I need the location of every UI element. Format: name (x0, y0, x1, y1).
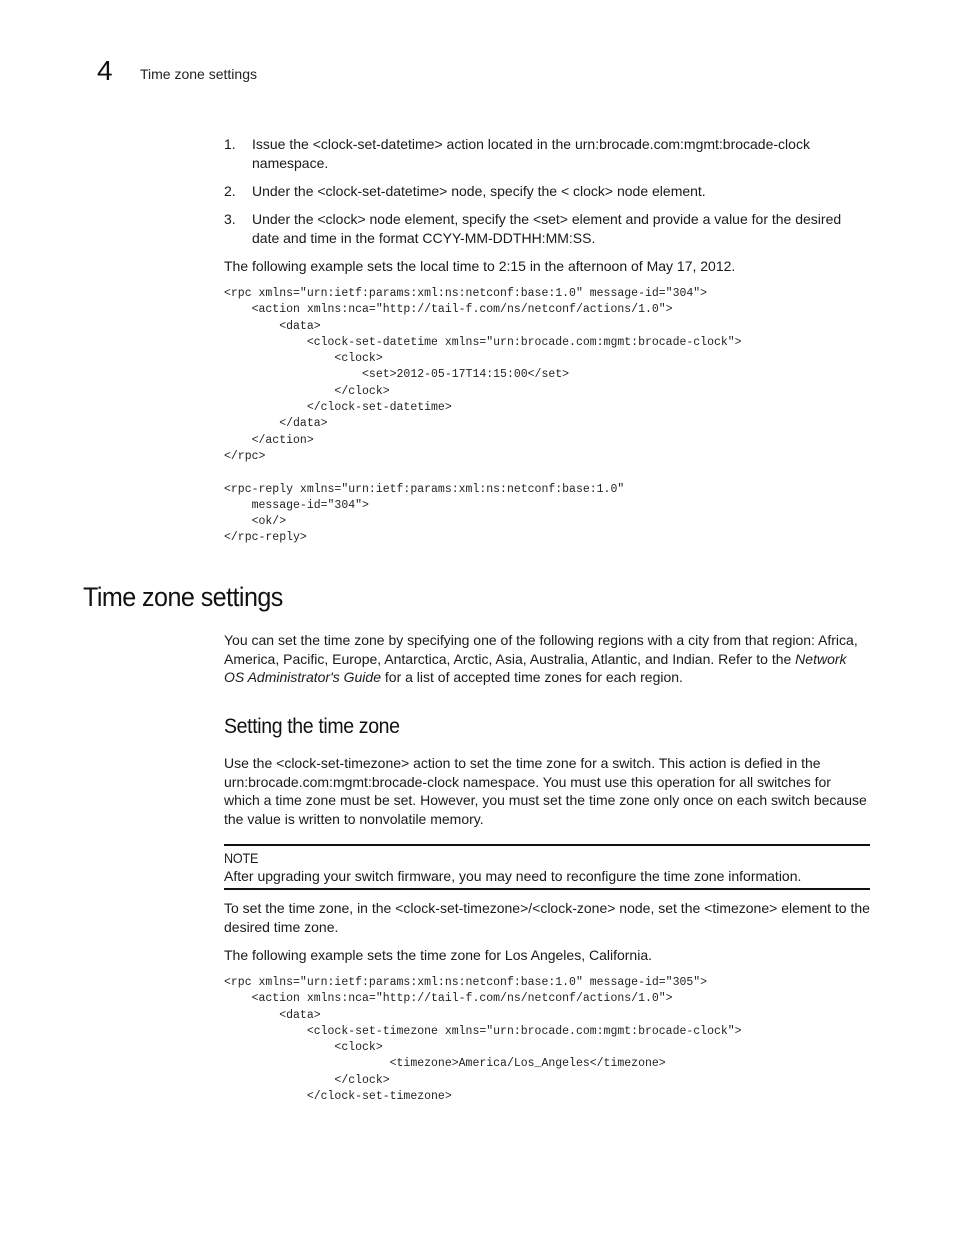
step-item (224, 182, 870, 201)
note-text: After upgrading your switch firmware, you may need to reconfigure the time zone information. (224, 868, 802, 884)
step-item (224, 210, 870, 247)
note-label: NOTE (224, 850, 259, 866)
section-para-part1: You can set the time zone by specifying one of the following regions with a city from that region: Africa, America, Pacific, Europe, Antarctica, Arctic, Asia, Australia, Atlantic, and Indian. Refer to the (224, 632, 858, 667)
step-number: 3. (224, 210, 236, 227)
step-text: Under the <clock> node element, specify the <set> element and provide a value for the desired date and time in the format CCYY-MM-DDTHH:MM:SS. (252, 210, 842, 246)
guide-title: Network OS Administrator's Guide (224, 650, 847, 686)
section-intro-paragraph (224, 631, 870, 687)
example1-intro: The following example sets the local time to 2:15 in the afternoon of May 17, 2012. (224, 258, 736, 274)
procedure-steps (224, 135, 870, 257)
timezone-paragraph: To set the time zone, in the <clock-set-timezone>/<clock-zone> node, set the <timezone> element to the desired time zone. (224, 900, 870, 935)
subsection-paragraph: Use the <clock-set-timezone> action to set the time zone for a switch. This action is defied in the urn:brocade.com:mgmt:brocade-clock namespace. You must use this operation for all switches for which a time zone must be set. However, you must set the time zone only once on each switch because the value is written to nonvolatile memory. (224, 755, 867, 828)
code-example-set-timezone: <rpc xmlns="urn:ietf:params:xml:ns:netconf:base:1.0" message-id="305"> <action xmlns:nca="http://tail-f.com/ns/netconf/actions/1.0"> <data> <clock-set-timezone xmlns="urn:brocade.com:mgmt:brocade-clock"> <clock> <timezone>America/Los_Angeles</timezone> </clock> </clock-set-timezone> (224, 976, 742, 1104)
section-title: Time zone settings (83, 582, 283, 612)
step-text: Under the <clock-set-datetime> node, specify the < clock> node element. (252, 182, 706, 199)
code-example-set-datetime: <rpc xmlns="urn:ietf:params:xml:ns:netconf:base:1.0" message-id="304"> <action xmlns:nca="http://tail-f.com/ns/netconf/actions/1.0"> <data> <clock-set-datetime xmlns="urn:brocade.com:mgmt:brocade-clock"> <clock> <set>2012-05-17T14:15:00</set> </clock> </clock-set-datetime> </data> </action> </rpc> <rpc-reply xmlns="urn:ietf:params:xml:ns:netconf:base:1.0" message-id="304"> <ok/> </rpc-reply> (224, 287, 742, 545)
step-number: 2. (224, 182, 236, 199)
step-number: 1. (224, 136, 236, 152)
running-header-title: Time zone settings (140, 66, 257, 82)
step-text: Issue the <clock-set-datetime> action located in the urn:brocade.com:mgmt:brocade-clock namespace. (252, 136, 810, 171)
subsection-title: Setting the time zone (224, 715, 400, 738)
step-item (224, 135, 870, 172)
note-box (224, 844, 870, 890)
example2-intro: The following example sets the time zone for Los Angeles, California. (224, 947, 653, 963)
chapter-number: 4 (97, 55, 113, 86)
section-para-part2: for a list of accepted time zones for each region. (381, 669, 683, 686)
